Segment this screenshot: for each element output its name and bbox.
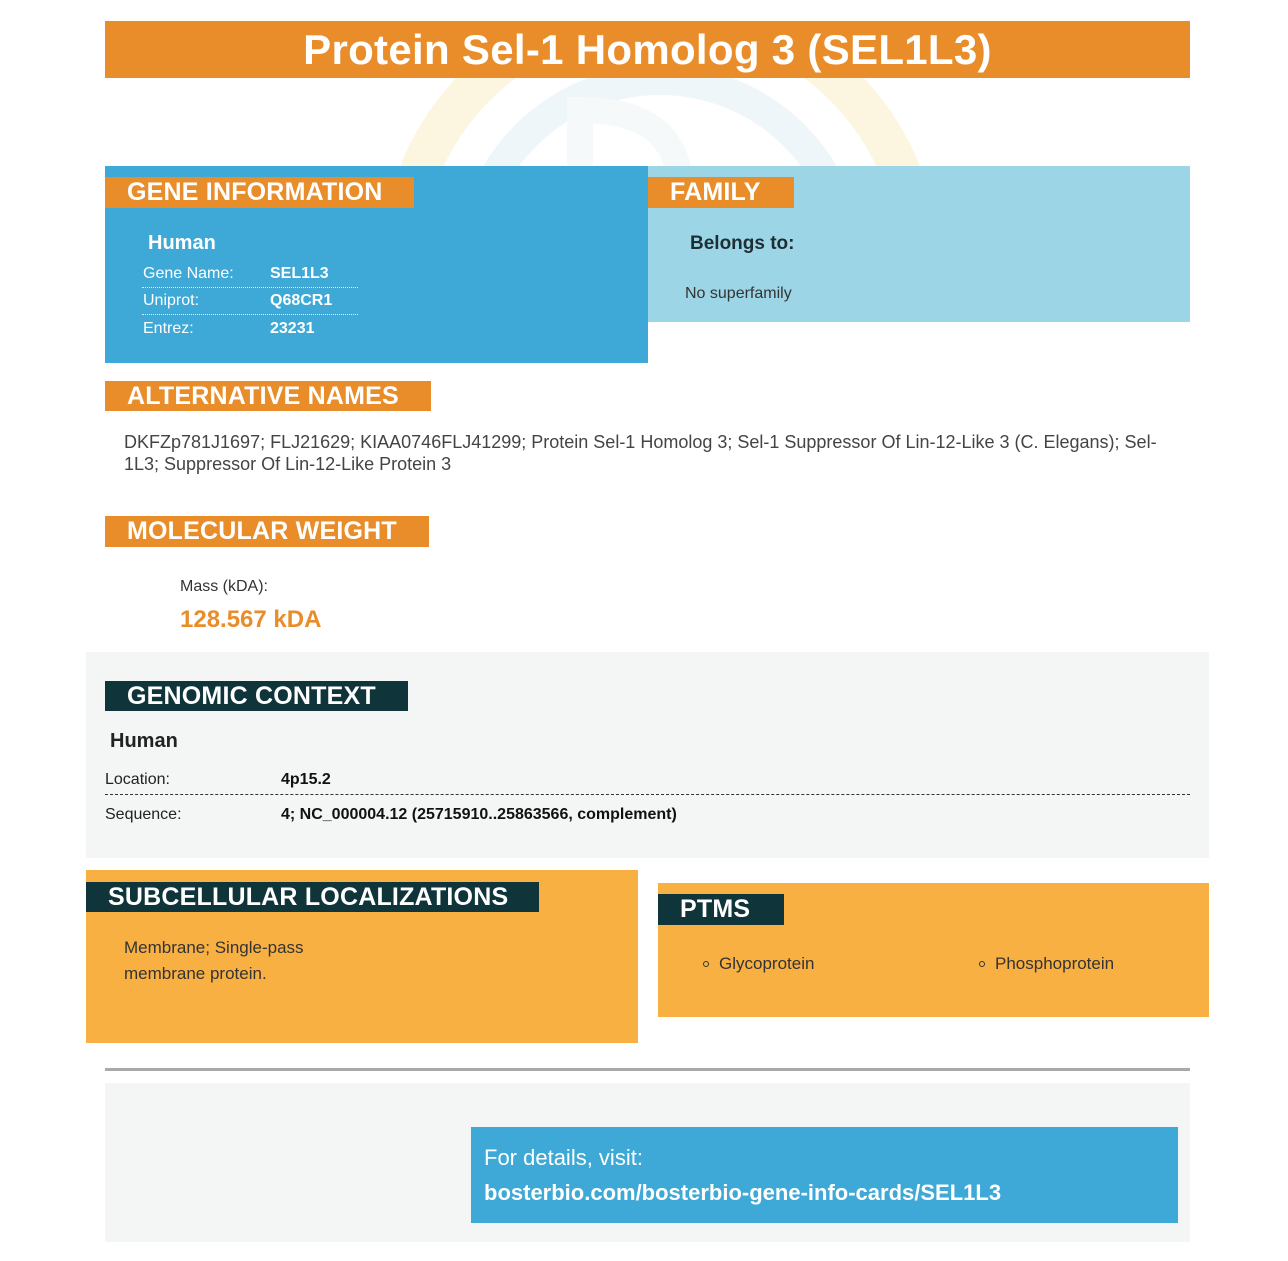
alternative-names-text: DKFZp781J1697; FLJ21629; KIAA0746FLJ41299; Protein Sel-1 Homolog 3; Sel-1 Suppressor Of Lin-12-Like 3 (C. Elegans); Sel-1L3; Suppressor Of Lin-12-Like Protein 3	[124, 432, 1157, 474]
family-value: No superfamily	[685, 285, 792, 302]
uniprot-value: Q68CR1	[270, 292, 333, 309]
gene-name-value: SEL1L3	[270, 265, 329, 282]
footer-divider	[105, 1068, 1190, 1071]
ptm-item	[703, 954, 814, 974]
subcellular-localizations-header: SUBCELLULAR LOCALIZATIONS	[86, 882, 539, 912]
gene-information-panel	[105, 166, 648, 363]
ptms-header: PTMS	[658, 894, 784, 925]
bullet-icon	[703, 961, 709, 967]
sequence-label: Sequence:	[105, 806, 182, 823]
visit-label: For details, visit:	[484, 1145, 643, 1170]
belongs-to-label: Belongs to:	[690, 233, 795, 254]
gene-information-header: GENE INFORMATION	[105, 177, 414, 208]
location-row	[105, 765, 1190, 795]
ptm-item	[979, 954, 1114, 974]
sequence-row	[105, 800, 1190, 830]
entrez-row	[142, 315, 358, 342]
subcellular-line-2: membrane protein.	[124, 964, 267, 983]
subcellular-line-1: Membrane; Single-pass	[124, 938, 304, 957]
genomic-context-header: GENOMIC CONTEXT	[105, 681, 408, 711]
subcellular-localizations-panel	[86, 870, 638, 1043]
family-panel	[648, 166, 1190, 322]
alternative-names-header: ALTERNATIVE NAMES	[105, 381, 431, 411]
entrez-value: 23231	[270, 319, 315, 337]
gene-name-row	[142, 261, 358, 288]
location-value: 4p15.2	[281, 770, 331, 788]
subcellular-text	[124, 935, 304, 987]
ptm-label: Glycoprotein	[719, 954, 815, 973]
location-label: Location:	[105, 770, 170, 788]
uniprot-label: Uniprot:	[143, 292, 200, 309]
sequence-value: 4; NC_000004.12 (25715910..25863566, complement)	[281, 806, 677, 823]
visit-link[interactable]: bosterbio.com/bosterbio-gene-info-cards/SEL1L3	[484, 1180, 1002, 1205]
bullet-icon	[979, 961, 985, 967]
gene-info-table	[142, 261, 358, 342]
mass-value: 128.567 kDA	[180, 606, 322, 633]
molecular-weight-header: MOLECULAR WEIGHT	[105, 516, 429, 547]
ptm-label: Phosphoprotein	[995, 954, 1115, 973]
gene-species: Human	[148, 232, 216, 254]
uniprot-row	[142, 288, 358, 315]
gene-name-label: Gene Name:	[143, 265, 234, 282]
ptms-panel	[658, 883, 1209, 1017]
genomic-species: Human	[110, 730, 178, 752]
visit-box[interactable]	[471, 1127, 1178, 1223]
title-banner	[105, 21, 1190, 78]
entrez-label: Entrez:	[143, 319, 194, 337]
mass-label: Mass (kDA):	[180, 578, 268, 595]
page-title: Protein Sel-1 Homolog 3 (SEL1L3)	[303, 25, 992, 73]
family-header: FAMILY	[648, 177, 794, 208]
